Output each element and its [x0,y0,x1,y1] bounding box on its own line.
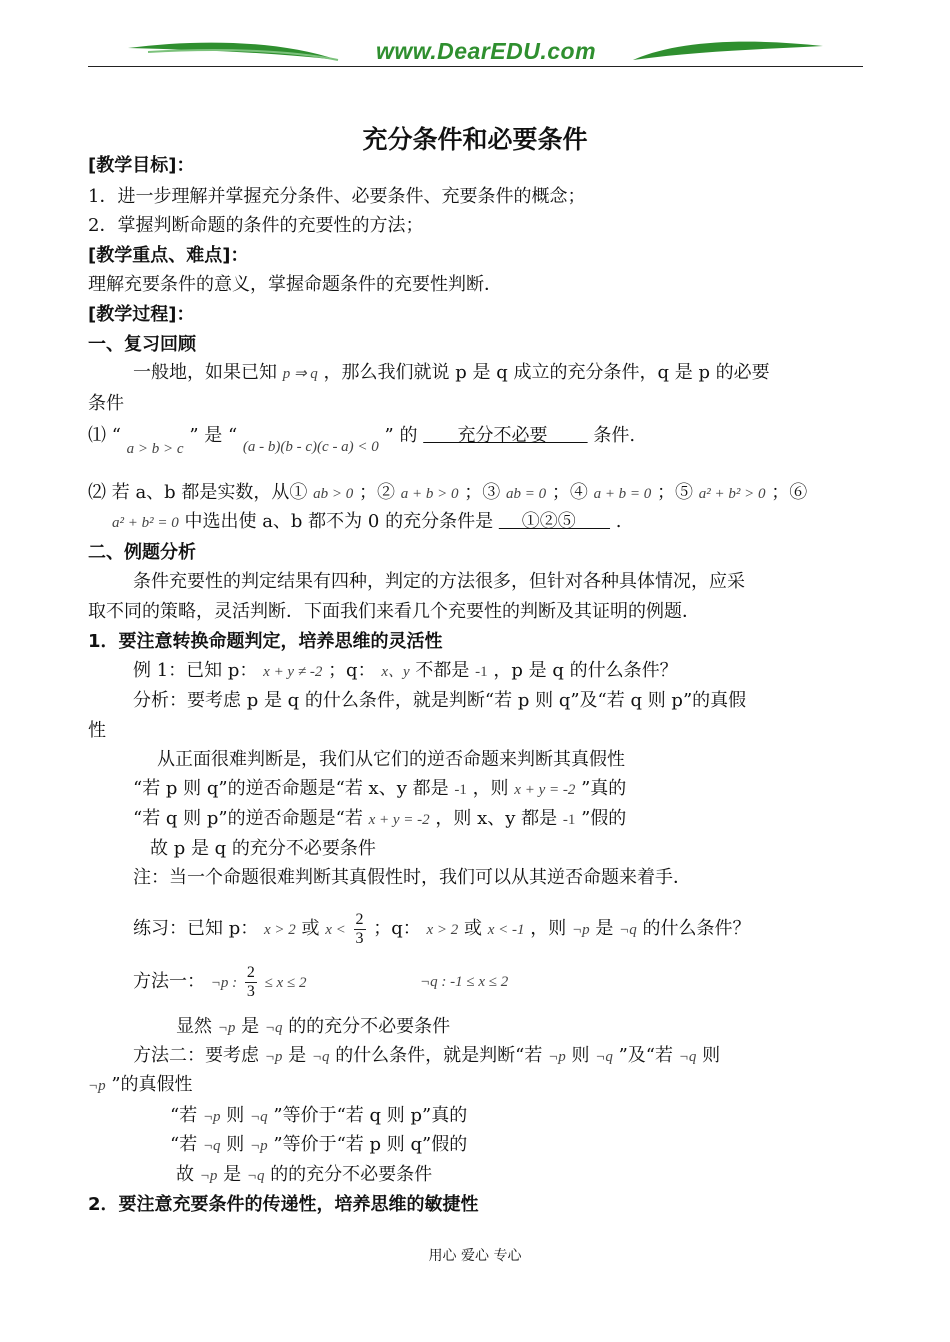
numerator: 2 [355,910,364,928]
answer-blank: 充分不必要 [423,425,588,446]
conclusion-line [176,1163,432,1188]
page-footer: 用心 爱心 专心 [428,1248,522,1264]
text: 方法二：要考虑 [133,1045,259,1066]
math: x + y ≠ -2 [263,664,323,680]
review-question-1 [88,424,636,457]
text: 条件. [593,425,636,446]
math: a² + b² = 0 [112,515,179,531]
text: “若 q 则 p”的逆否命题是“若 [133,808,363,829]
text: 故 [176,1164,194,1185]
equivalence-line-2 [170,1133,467,1158]
review-question-2-cont [112,510,622,535]
example-1 [133,659,678,684]
review-line-1 [133,361,770,386]
math: x < [325,922,346,938]
math: a + b > 0 [400,486,459,502]
math: ¬p : [210,975,238,991]
math: ab > 0 [313,486,354,502]
review-line-2: 条件 [88,393,124,414]
math: ¬q [595,1049,613,1065]
text: 是 [288,1045,307,1066]
page-title: 充分条件和必要条件 [362,125,588,154]
text: 则 [226,1134,245,1155]
answer-blank: ①②⑤ [498,511,611,532]
method-2-line-2 [88,1073,193,1098]
math: ¬q : -1 ≤ x ≤ 2 [420,974,509,990]
math: ¬p [202,1109,221,1125]
text: ，则 [472,778,509,799]
math: ¬p [548,1049,566,1065]
text: 例 1：已知 p： [133,660,258,681]
subheading-1: 1．要注意转换命题判定，培养思维的灵活性 [88,631,443,652]
site-header [88,36,863,70]
text: 的的充分不必要条件 [288,1016,451,1037]
math: ¬p [572,922,590,938]
math: a > b > c [126,441,184,457]
review-heading: 一、复习回顾 [88,334,196,355]
math: ab = 0 [505,486,547,502]
text: 的什么条件？ [642,918,751,939]
text: 显然 [176,1016,212,1037]
math: a² + b² > 0 [698,486,766,502]
text: ；④ [551,482,588,503]
analysis-line-1: 分析：要考虑 p 是 q 的什么条件，就是判断“若 p 则 q”及“若 q 则 p”的真假 [133,690,747,711]
denominator: 3 [355,929,364,947]
text: 的的充分不必要条件 [270,1164,433,1185]
math: -1 [454,782,467,798]
examples-intro-2: 取不同的策略，灵活判断．下面我们来看几个充要性的判断及其证明的例题． [88,601,700,622]
method-2-line-1 [133,1044,720,1069]
math: ¬p [199,1168,218,1184]
goals-heading: [教学目标]： [88,155,195,176]
math: -1 [475,664,488,680]
text: 则 [571,1045,590,1066]
key-heading: [教学重点、难点]： [88,245,249,266]
math: ¬q [250,1109,268,1125]
fraction [354,911,366,948]
text: ”等价于“若 p 则 q”假的 [273,1134,468,1155]
math: (a - b)(b - c)(c - a) < 0 [242,439,379,455]
text: 一般地，如果已知 [133,362,277,383]
math: x、y [381,664,410,680]
text: “若 [170,1105,198,1126]
text: ”真的 [581,778,627,799]
header-rule [88,66,863,67]
process-heading: [教学过程]： [88,304,195,325]
examples-heading: 二、例题分析 [88,542,196,563]
note-line: 注：当一个命题很难判断其真假性时，我们可以从其逆否命题来着手． [133,867,691,888]
examples-intro-1: 条件充要性的判定结果有四种，判定的方法很多，但针对各种具体情况，应采 [133,571,745,592]
math: x + y = -2 [368,812,430,828]
text: ；q： [328,660,376,681]
text: 或 [301,918,320,939]
site-logo: www.DearEDU.com [375,38,597,64]
text: . [615,511,622,532]
math: -1 [562,812,576,828]
math: ¬p [250,1138,268,1154]
text: ”假的 [581,808,627,829]
text: 方法一： [133,971,205,992]
math: x + y = -2 [514,782,576,798]
text: ；② [359,482,396,503]
text: “若 p 则 q”的逆否命题是“若 x、y 都是 [133,778,449,799]
practice-line [133,907,750,951]
math: x < -1 [487,922,525,938]
method-1-result [176,1015,450,1040]
text: 是 [223,1164,242,1185]
text: ” 是 “ [189,425,238,446]
text: 练习：已知 p： [133,918,259,939]
equivalence-line-1 [170,1104,467,1129]
text: 不都是 [415,660,470,681]
text: “若 [170,1134,198,1155]
text: ；③ [464,482,501,503]
text: ⑴ “ [88,425,121,446]
text: ，则 x、y 都是 [435,808,558,829]
text: 则 [226,1105,245,1126]
analysis-line-5 [133,807,626,832]
analysis-line-3: 从正面很难判断是，我们从它们的逆否命题来判断其真假性 [157,749,625,770]
text: ”等价于“若 q 则 p”真的 [273,1105,468,1126]
math: ≤ x ≤ 2 [264,975,307,991]
analysis-line-6: 故 p 是 q 的充分不必要条件 [150,838,376,859]
goal-item-2: 2．掌握判断命题的条件的充要性的方法； [88,215,424,236]
method-1-neg-q [420,969,508,994]
text: 中选出使 a、b 都不为 0 的充分条件是 [184,511,494,532]
denominator: 3 [246,982,255,1000]
key-text: 理解充要条件的意义，掌握命题条件的充要性判断． [88,274,502,295]
math: ¬p [217,1020,236,1036]
method-1-line [133,960,306,1004]
math: x > 2 [426,922,459,938]
text: 则 [702,1045,721,1066]
math: ¬p [88,1078,106,1094]
math: p ⇒ q [282,366,318,382]
math: ¬q [619,922,637,938]
math: a + b = 0 [593,486,652,502]
text: ；⑤ [657,482,694,503]
text: 的什么条件，就是判断“若 [335,1045,543,1066]
text: ”的真假性 [111,1074,193,1095]
analysis-line-2: 性 [88,720,106,741]
analysis-line-4 [133,777,626,802]
math: ¬q [678,1049,697,1065]
review-question-2 [88,481,807,506]
fraction [245,964,257,1001]
text: ，p 是 q 的什么条件？ [493,660,678,681]
math: ¬p [264,1049,283,1065]
math: ¬q [311,1049,330,1065]
text: ；⑥ [771,482,808,503]
math: ¬q [246,1168,265,1184]
math: ¬q [264,1020,283,1036]
text: ”及“若 [618,1045,673,1066]
text: ，那么我们就说 p 是 q 成立的充分条件，q 是 p 的必要 [323,362,770,383]
text: ；q： [373,918,421,939]
goal-item-1: 1．进一步理解并掌握充分条件、必要条件、充要条件的概念； [88,186,586,207]
text: 是 [241,1016,260,1037]
numerator: 2 [246,963,255,981]
subheading-2: 2．要注意充要条件的传递性，培养思维的敏捷性 [88,1194,479,1215]
text: ⑵ 若 a、b 都是实数，从① [88,482,308,503]
math: ¬q [202,1138,221,1154]
text: 或 [464,918,483,939]
text: ，则 [530,918,567,939]
text: 是 [595,918,614,939]
math: x > 2 [263,922,296,938]
text: ” 的 [384,425,418,446]
